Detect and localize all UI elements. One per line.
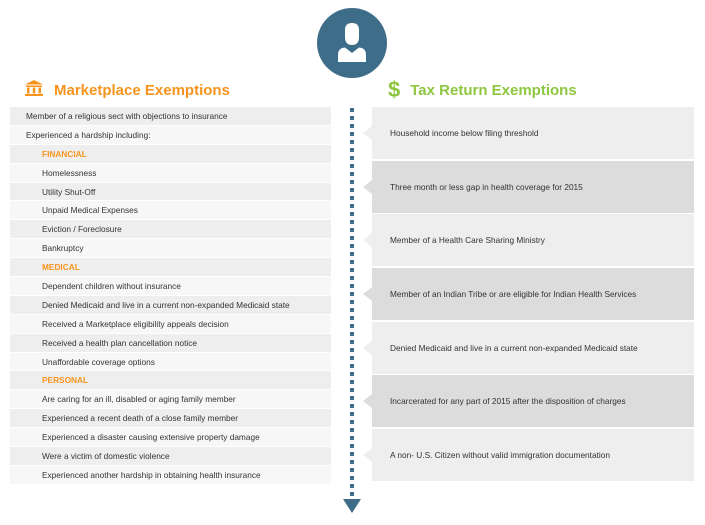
timeline-divider — [350, 108, 354, 498]
tax-return-title: Tax Return Exemptions — [410, 81, 577, 99]
dollar-icon: $ — [388, 77, 401, 102]
list-item: Homelessness — [10, 163, 331, 182]
institution-icon — [24, 79, 44, 101]
list-item: Are caring for an ill, disabled or aging family member — [10, 389, 331, 408]
category-label: PERSONAL — [10, 370, 331, 389]
list-item: Were a victim of domestic violence — [10, 446, 331, 465]
list-item: Bankruptcy — [10, 238, 331, 257]
tax-return-heading — [388, 78, 577, 102]
list-item: Utility Shut-Off — [10, 182, 331, 201]
marketplace-heading — [24, 78, 230, 102]
list-item: A non- U.S. Citizen without valid immigration documentation — [372, 429, 694, 481]
list-item: Member of a religious sect with objections to insurance — [10, 106, 331, 125]
list-item: Household income below filing threshold — [372, 107, 694, 159]
category-label: FINANCIAL — [10, 144, 331, 163]
marketplace-title: Marketplace Exemptions — [54, 81, 230, 99]
avatar — [317, 8, 387, 78]
person-icon — [317, 8, 387, 78]
list-item: Eviction / Foreclosure — [10, 219, 331, 238]
category-label: MEDICAL — [10, 257, 331, 276]
list-item: Member of a Health Care Sharing Ministry — [372, 214, 694, 266]
list-item: Received a health plan cancellation notice — [10, 333, 331, 352]
arrow-down-icon — [343, 499, 361, 513]
list-item: Dependent children without insurance — [10, 276, 331, 295]
list-item: Member of an Indian Tribe or are eligible for Indian Health Services — [372, 268, 694, 320]
list-item: Three month or less gap in health coverage for 2015 — [372, 161, 694, 213]
list-item: Experienced a hardship including: — [10, 125, 331, 144]
list-item: Denied Medicaid and live in a current non-expanded Medicaid state — [10, 295, 331, 314]
list-item: Experienced another hardship in obtaining health insurance — [10, 465, 331, 484]
list-item: Experienced a disaster causing extensive property damage — [10, 427, 331, 446]
marketplace-exemptions-list — [10, 106, 331, 484]
list-item: Incarcerated for any part of 2015 after the disposition of charges — [372, 375, 694, 427]
list-item: Denied Medicaid and live in a current non-expanded Medicaid state — [372, 322, 694, 374]
tax-return-exemptions-list — [372, 107, 694, 483]
list-item: Unpaid Medical Expenses — [10, 200, 331, 219]
list-item: Experienced a recent death of a close family member — [10, 408, 331, 427]
list-item: Received a Marketplace eligibility appeals decision — [10, 314, 331, 333]
list-item: Unaffordable coverage options — [10, 352, 331, 371]
